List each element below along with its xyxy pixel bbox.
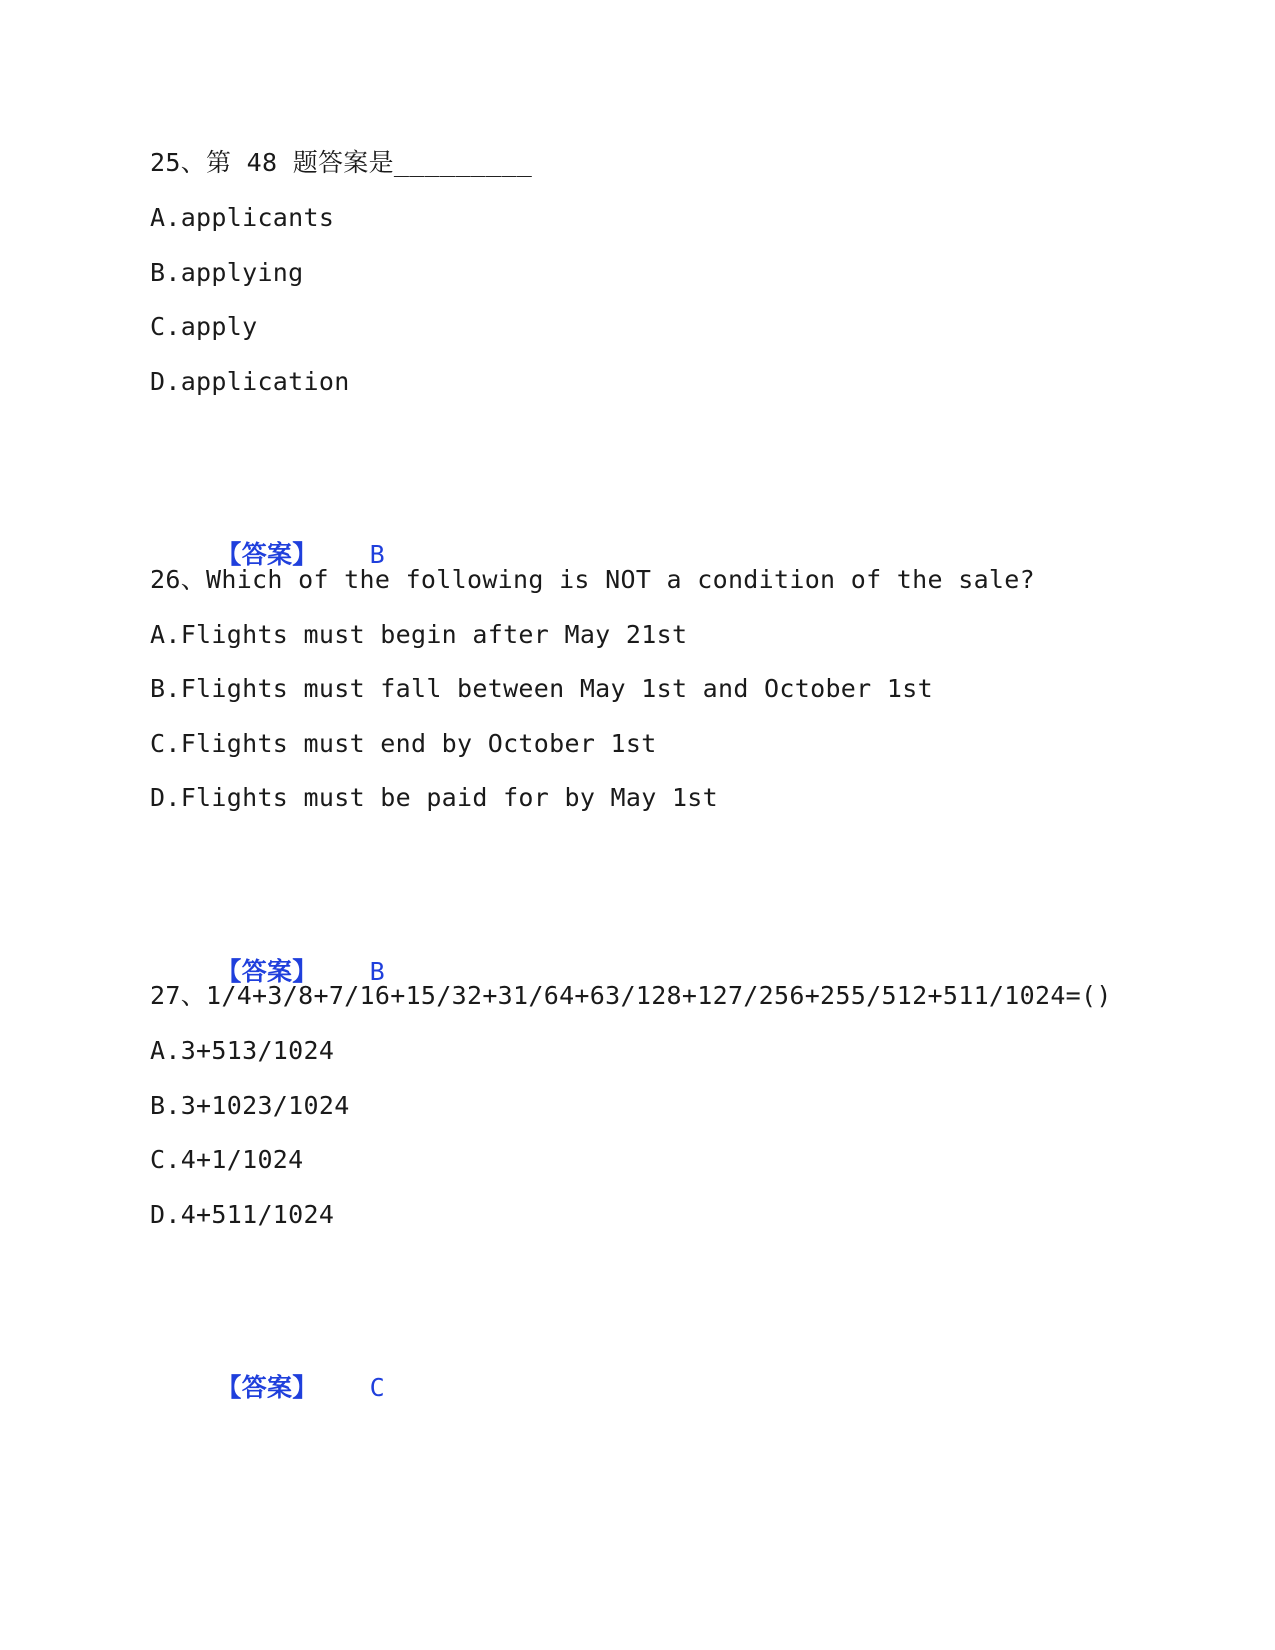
answer-value: B: [369, 540, 385, 569]
question-25-stem: 25、第 48 题答案是_________: [150, 148, 533, 177]
question-25-option-b: B.applying: [150, 258, 304, 287]
question-25-option-d: D.application: [150, 367, 350, 396]
question-26-option-b: B.Flights must fall between May 1st and October 1st: [150, 674, 933, 703]
answer-value: B: [369, 957, 385, 986]
question-25-option-c: C.apply: [150, 312, 258, 341]
answer-value: C: [369, 1373, 385, 1402]
answer-label: 【答案】: [216, 957, 318, 986]
question-27-option-b: B.3+1023/1024: [150, 1091, 350, 1120]
answer-label: 【答案】: [216, 1373, 318, 1402]
question-27-option-d: D.4+511/1024: [150, 1200, 335, 1229]
question-27-option-a: A.3+513/1024: [150, 1036, 335, 1065]
question-27-stem: 27、1/4+3/8+7/16+15/32+31/64+63/128+127/256+255/512+511/1024=(): [150, 981, 1112, 1010]
question-27-answer: [155, 1343, 385, 1433]
answer-label: 【答案】: [216, 540, 318, 569]
question-26-stem: 26、Which of the following is NOT a condition of the sale?: [150, 565, 1035, 594]
question-27-option-c: C.4+1/1024: [150, 1145, 304, 1174]
question-26-option-d: D.Flights must be paid for by May 1st: [150, 783, 718, 812]
question-26-option-a: A.Flights must begin after May 21st: [150, 620, 688, 649]
question-25-option-a: A.applicants: [150, 203, 335, 232]
question-26-option-c: C.Flights must end by October 1st: [150, 729, 657, 758]
